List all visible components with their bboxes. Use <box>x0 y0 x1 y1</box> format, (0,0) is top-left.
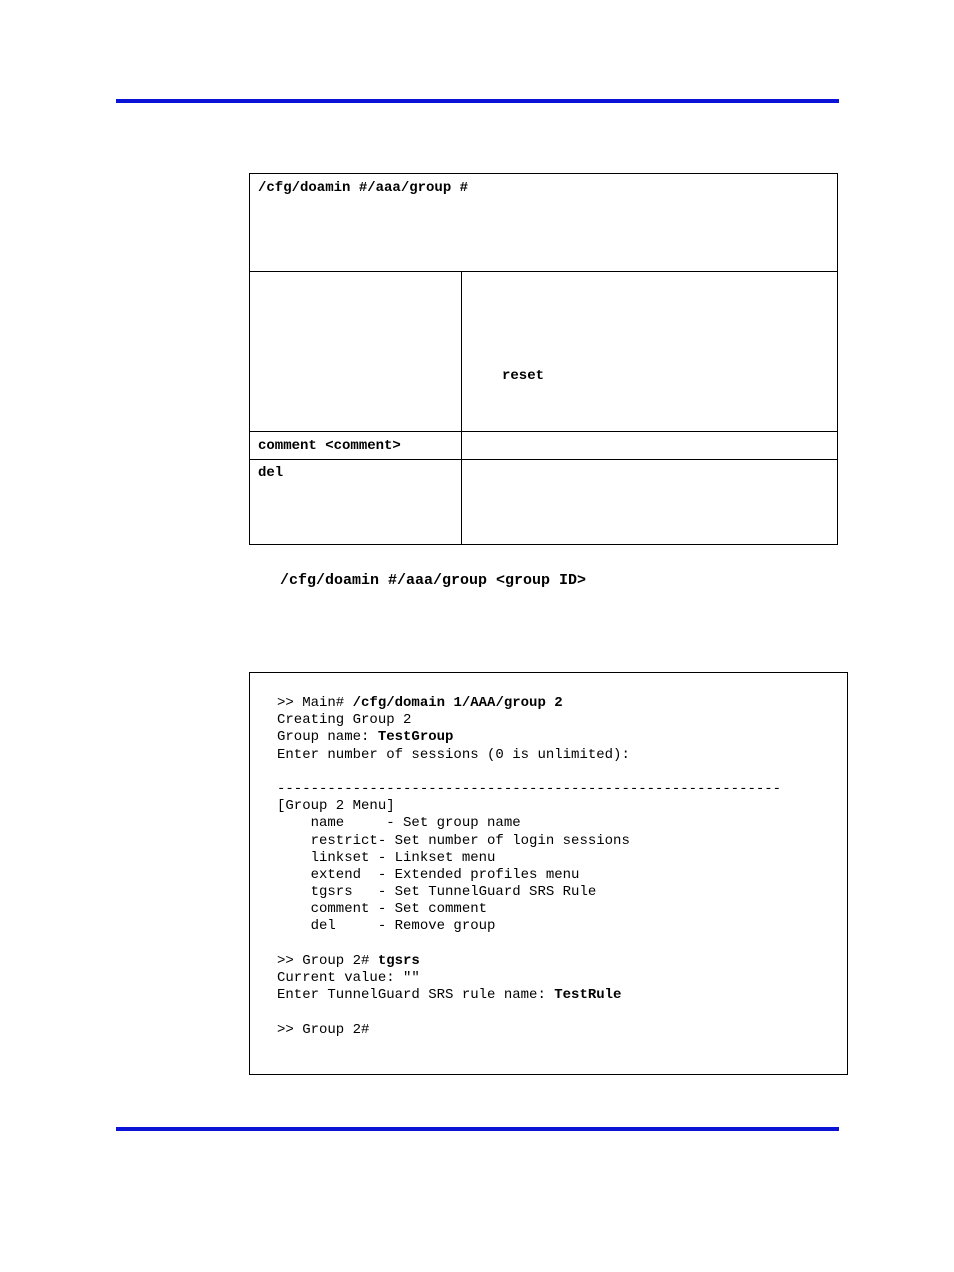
console-line <box>277 970 781 987</box>
console-line <box>277 781 781 798</box>
console-text: Current value: "" <box>277 970 420 986</box>
console-line <box>277 987 781 1004</box>
console-text: linkset - Linkset menu <box>277 849 496 866</box>
table-divider <box>250 271 837 272</box>
console-text: Enter TunnelGuard SRS rule name: <box>277 987 555 1004</box>
console-line <box>277 850 781 867</box>
console-line <box>277 884 781 901</box>
console-command: /cfg/domain 1/AAA/group 2 <box>352 695 563 711</box>
console-text: Creating Group 2 <box>277 712 412 729</box>
console-line <box>277 1022 781 1039</box>
console-line <box>277 867 781 884</box>
table-divider <box>250 431 837 432</box>
console-line <box>277 901 781 918</box>
console-command: TestGroup <box>377 729 454 746</box>
console-example <box>249 672 848 1075</box>
reset-keyword: reset <box>502 368 545 384</box>
console-text: restrict- Set number of login sessions <box>277 832 630 849</box>
console-text: extend - Extended profiles menu <box>277 866 580 883</box>
console-text: >> Main# <box>277 695 353 711</box>
parameter-table <box>249 173 838 545</box>
console-line <box>277 747 781 764</box>
console-text: >> Group 2# <box>277 952 378 969</box>
comment-command: comment <comment> <box>258 438 401 454</box>
console-line <box>277 1004 781 1021</box>
console-line <box>277 695 781 712</box>
footer-rule <box>116 1127 839 1131</box>
console-line <box>277 815 781 832</box>
console-text: comment - Set comment <box>277 901 488 918</box>
usage-command: /cfg/doamin #/aaa/group <group ID> <box>280 572 587 589</box>
console-text: tgsrs - Set TunnelGuard SRS Rule <box>277 884 597 901</box>
console-text: del - Remove group <box>277 918 496 935</box>
console-text: Group name: <box>277 729 378 746</box>
console-command: TestRule <box>554 987 622 1004</box>
table-column-divider <box>461 271 462 544</box>
console-line <box>277 953 781 970</box>
header-rule <box>116 99 839 103</box>
table-header-command: /cfg/doamin #/aaa/group # <box>258 180 469 196</box>
console-text: [Group 2 Menu] <box>277 798 395 815</box>
console-text: ------------------------------------------------------------ <box>277 780 782 797</box>
console-text: >> Group 2# <box>277 1021 370 1038</box>
del-command: del <box>258 465 284 481</box>
console-line <box>277 936 781 953</box>
console-text: name - Set group name <box>277 815 521 832</box>
console-line <box>277 729 781 746</box>
console-text: Enter number of sessions (0 is unlimited): <box>277 746 630 763</box>
console-line <box>277 798 781 815</box>
console-lines <box>277 695 781 1039</box>
console-line <box>277 764 781 781</box>
console-line <box>277 918 781 935</box>
console-command: tgsrs <box>377 952 420 969</box>
table-divider <box>250 459 837 460</box>
console-line <box>277 712 781 729</box>
console-line <box>277 833 781 850</box>
